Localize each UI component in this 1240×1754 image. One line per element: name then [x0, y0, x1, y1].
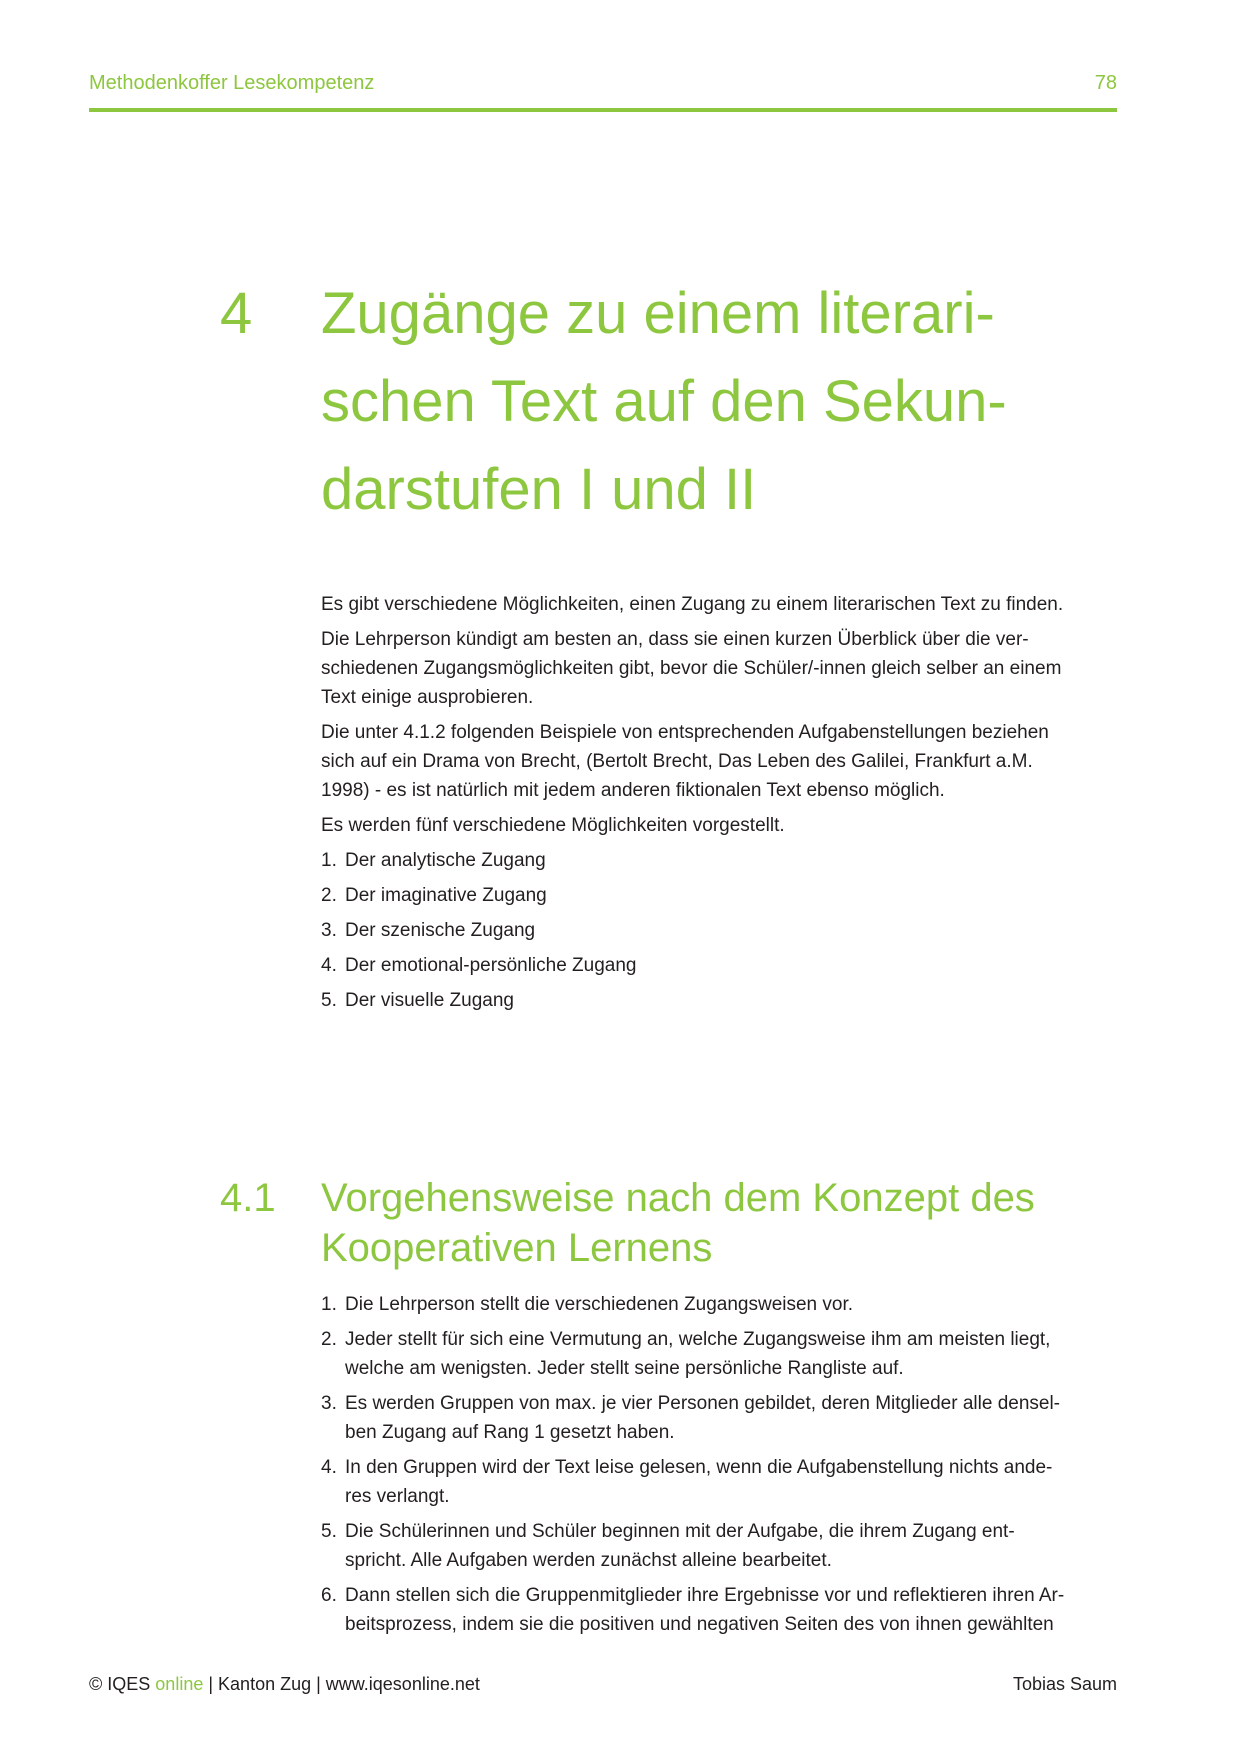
steps-body — [321, 1290, 1121, 1645]
list-number: 2. — [321, 885, 337, 906]
list-text: Der szenische Zugang — [345, 920, 536, 941]
access-types-list — [321, 846, 1121, 1015]
section-title-line: Vorgehensweise nach dem Konzept des — [321, 1176, 1035, 1220]
list-item — [321, 951, 1121, 980]
list-item — [321, 916, 1121, 945]
list-text: beitsprozess, indem sie die positiven und negativen Seiten des von ihnen gewählten — [345, 1614, 1054, 1635]
list-number: 4. — [321, 1457, 337, 1478]
paragraph — [321, 811, 1121, 840]
text-line: Text einige ausprobieren. — [321, 687, 534, 708]
section-number: 4.1 — [220, 1176, 276, 1220]
list-text: Die Schülerinnen und Schüler beginnen mit der Aufgabe, die ihrem Zugang ent- — [345, 1521, 1015, 1542]
list-text: Jeder stellt für sich eine Vermutung an, welche Zugangsweise ihm am meisten liegt, — [345, 1329, 1051, 1350]
list-text: Es werden Gruppen von max. je vier Personen gebildet, deren Mitglieder alle densel- — [345, 1393, 1061, 1414]
list-item — [321, 1581, 1121, 1639]
paragraph — [321, 590, 1121, 619]
paragraph — [321, 625, 1121, 712]
list-item — [321, 1290, 1121, 1319]
list-text: res verlangt. — [345, 1486, 450, 1507]
copyright-text: © IQES — [89, 1674, 151, 1694]
text-line: Es werden fünf verschiedene Möglichkeiten vorgestellt. — [321, 815, 785, 836]
chapter-title — [321, 270, 1121, 534]
text-line: Die unter 4.1.2 folgenden Beispiele von entsprechenden Aufgabenstellungen beziehen — [321, 722, 1049, 743]
list-number: 2. — [321, 1329, 337, 1350]
intro-body — [321, 590, 1121, 1021]
list-text: Der imaginative Zugang — [345, 885, 547, 906]
text-line: sich auf ein Drama von Brecht, (Bertolt Brecht, Das Leben des Galilei, Frankfurt a.M. — [321, 751, 1033, 772]
list-item — [321, 1389, 1121, 1447]
list-text: Der analytische Zugang — [345, 850, 546, 871]
list-text: Dann stellen sich die Gruppenmitglieder ihre Ergebnisse vor und reflektieren ihren Ar- — [345, 1585, 1065, 1606]
list-item — [321, 1325, 1121, 1383]
list-item — [321, 986, 1121, 1015]
chapter-title-line: darstufen I und II — [321, 457, 757, 522]
list-number: 1. — [321, 1294, 337, 1315]
chapter-number: 4 — [220, 281, 253, 346]
list-text: welche am wenigsten. Jeder stellt seine persönliche Rangliste auf. — [345, 1358, 904, 1379]
list-number: 3. — [321, 920, 337, 941]
list-number: 6. — [321, 1585, 337, 1606]
text-line: schiedenen Zugangsmöglichkeiten gibt, bevor die Schüler/-innen gleich selber an einem — [321, 658, 1062, 679]
list-item — [321, 1517, 1121, 1575]
section-title-line: Kooperativen Lernens — [321, 1226, 713, 1270]
list-text: Der emotional-persönliche Zugang — [345, 955, 637, 976]
page-number: 78 — [1094, 72, 1117, 94]
section-title — [321, 1173, 1121, 1273]
text-line: Die Lehrperson kündigt am besten an, dass sie einen kurzen Überblick über die ver- — [321, 629, 1029, 650]
list-number: 5. — [321, 1521, 337, 1542]
list-number: 3. — [321, 1393, 337, 1414]
list-item — [321, 1453, 1121, 1511]
author-name: Tobias Saum — [1012, 1674, 1117, 1694]
chapter-title-line: schen Text auf den Sekun- — [321, 369, 1007, 434]
list-text: spricht. Alle Aufgaben werden zunächst alleine bearbeitet. — [345, 1550, 832, 1571]
list-item — [321, 846, 1121, 875]
list-text: ben Zugang auf Rang 1 gesetzt haben. — [345, 1422, 675, 1443]
text-line: 1998) - es ist natürlich mit jedem anderen fiktionalen Text ebenso möglich. — [321, 780, 945, 801]
running-title: Methodenkoffer Lesekompetenz — [89, 72, 375, 94]
list-text: In den Gruppen wird der Text leise gelesen, wenn die Aufgabenstellung nichts ande- — [345, 1457, 1053, 1478]
list-number: 4. — [321, 955, 337, 976]
list-item — [321, 881, 1121, 910]
steps-list — [321, 1290, 1121, 1639]
text-line: Es gibt verschiedene Möglichkeiten, einen Zugang zu einem literarischen Text zu finden. — [321, 594, 1064, 615]
chapter-title-line: Zugänge zu einem literari- — [321, 281, 995, 346]
page-header — [89, 70, 1117, 112]
list-text: Der visuelle Zugang — [345, 990, 514, 1011]
footer-links-text: | Kanton Zug | www.iqesonline.net — [208, 1674, 480, 1694]
footer-credits — [89, 1674, 480, 1695]
list-number: 5. — [321, 990, 337, 1011]
list-text: Die Lehrperson stellt die verschiedenen Zugangsweisen vor. — [345, 1294, 854, 1315]
paragraph — [321, 718, 1121, 805]
list-number: 1. — [321, 850, 337, 871]
brand-online: online — [155, 1674, 204, 1694]
